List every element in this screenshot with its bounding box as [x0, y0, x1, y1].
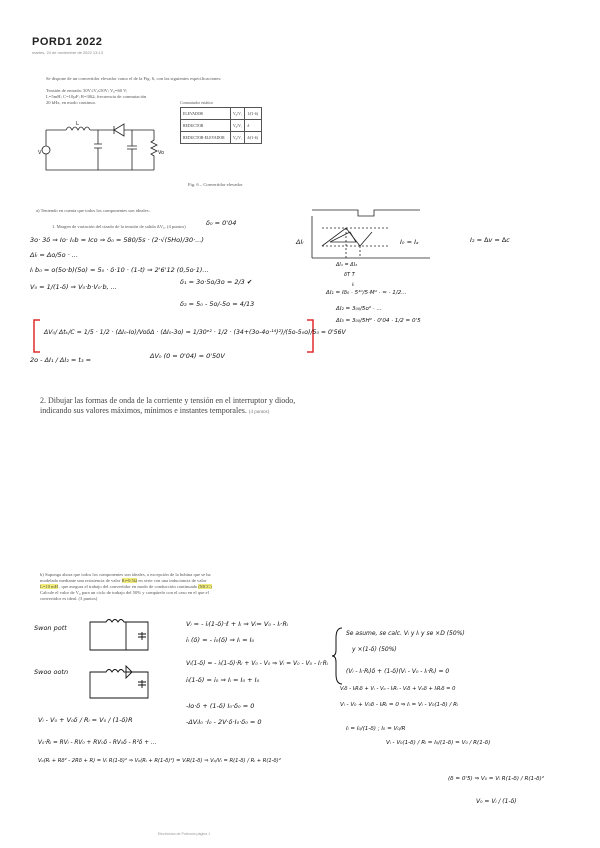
hw-line: 3o· 3δ ⇒ Io· I₀b ≈ Ico ⇒ δ₀ = 580/5s · (2·√(5Ho)/30·...)	[30, 236, 204, 244]
part-b-line: convertidor es ideal. (3 puntos)	[40, 596, 98, 601]
hw-eq: (Vₗ - Iₗ·Rₗ)δ + (1-δ)(Vₗ - V₀ - Iₗ·Rₗ) = 0	[346, 668, 450, 675]
hw-eq: -ΔVₗI₀ ·I₀ - 2V·δ·I₀·δ₀ = 0	[186, 718, 262, 726]
page-meta: martes, 24 de noviembre de 2022 13:13	[32, 50, 103, 55]
hw-line: ΔI₁ = Iδ₀ · 5¹⁰/5·M¹ · ≈ · 1/2...	[326, 290, 407, 296]
part-a-q1: 1. Margen de variación del rizado de la tensión de salida ΔV₀. (4 puntos)	[52, 224, 186, 229]
hw-eq: Vₗ - V₀(1-δ) / Rₗ = I₀/(1-δ) = V₀ / R(1-δ)	[386, 740, 491, 746]
hw-line: ΔI₃ = 3₀₀/5H⁰ · 0'04 · 1/2 = 0'5	[336, 318, 421, 324]
waveform-graph	[300, 206, 440, 266]
table-cell: δ	[245, 120, 262, 132]
q2-text: 2. Dibujar las formas de onda de la corriente y tensión en el interruptor y diodo, indicando sus valores máximos, mínimos e instantes temporales.	[40, 396, 296, 415]
hw-line: Iₗ b₀ = o(5o·b)(5o) = 5₀ · δ·10 · (1-t) ⇒ 2'6'12 (0,5o·1)...	[30, 266, 209, 274]
hw-eq: -Io·δ + (1-δ) I₀·δ₀ = 0	[186, 702, 255, 710]
hw-switch-off: Swoo ootn	[34, 668, 69, 676]
figure-caption: Fig. 6 – Convertidor elevador	[188, 182, 243, 187]
table-cell: REDUCTOR-ELEVADOR	[181, 132, 231, 144]
part-a-heading: a) Teniendo en cuenta que todos los componentes son ideales:	[36, 208, 150, 213]
hw-line: Δiₗ = Δo/5o · ...	[30, 251, 79, 259]
hw-boxed-equation: ΔV₀/ Δtₖ/C = 1/5 · 1/2 · (ΔI₀-Io)/VoδΔ · (ΔI₀-3o) = 1/30ᵉ² · 1/2 · (34+(3o-4o·¹⁴)²)/(5o-5₀o)/5₀ = 0'56V	[44, 329, 346, 336]
hw-graph-label: I₂ = ∆v = ∆c	[470, 236, 510, 244]
hw-line: δ₁ = 3o·5o/3o = 2/3 ✔	[180, 278, 253, 286]
hw-line: ΔI₂ = 3₀₀/5o⁰ · ...	[336, 306, 382, 312]
hw-graph-label: ΔIₗ	[296, 238, 304, 246]
svg-text:V: V	[38, 150, 42, 156]
part-b-line: L=10 mH , que asegura el trabajo del convertidor en modo de conducción continuado (MCC)	[40, 584, 212, 589]
hw-eq: Vₗ - V₀ + V₀δ - IₗRₗ = 0 ⇒ Iₗ = Vₗ - V₀(1-δ) / Rₗ	[340, 702, 458, 708]
part-b-line: modelado mediante una resistencia de valor Rₗ=0.5Ω en serie con una inductancia de valor	[40, 578, 207, 583]
part-b-line: b) Suponga ahora que todos los componentes son ideales, a excepción de la bobina que se ha	[40, 572, 211, 577]
spec-line: L=5mH; C=10µF; R=30Ω, frecuencia de conmutación	[46, 94, 147, 99]
hw-eq: Vₗ(1-δ) = - iₗ(1-δ)·Rₗ + V₀ - V₀ ⇒ Vₗ = V₀ - V₀ - Iₗ·Rₗ	[186, 660, 328, 667]
table-cell: δ/(1-δ)	[245, 132, 262, 144]
table-cell: V₀/Vᵢ	[230, 108, 244, 120]
highlight-rl: Rₗ=0.5Ω	[121, 578, 138, 583]
spec-line: 20 kHz, en modo continuo.	[46, 100, 97, 105]
hw-eq: Iₗ = I₀/(1-δ) ; I₀ = V₀/R	[346, 726, 406, 732]
table-cell: 1/(1-δ)	[245, 108, 262, 120]
highlight-mcc: (MCC)	[198, 584, 212, 589]
hw-graph-label: iₗ	[352, 282, 355, 288]
hw-graph-label: I₀ = Iₐ	[400, 238, 419, 246]
hw-graph-label: δT T	[344, 272, 355, 278]
brace	[334, 626, 344, 686]
table-cell: REDUCTOR	[181, 120, 231, 132]
hw-line: 2o - ΔI₁ / ΔI₂ = t₃ =	[30, 356, 92, 364]
hw-switch-on: Swon pott	[34, 624, 67, 632]
part-b-text	[40, 572, 340, 602]
svg-text:L: L	[76, 121, 79, 127]
spec-line: Tensión de entrada: 30V≤Vᵢ≤50V; V₀=60 V;	[46, 88, 128, 93]
part-b-line: Calcule el valor de V₀ para un ciclo de trabajo del 50% y compárelo con el caso en el que el	[40, 590, 209, 595]
page-footer: Electrónica de Potencia página 1	[157, 832, 211, 836]
page-title: PORD1 2022	[32, 36, 103, 48]
problem-intro: Se dispone de un convertidor elevador como el de la Fig. 6, con las siguientes especificaciones:	[46, 76, 222, 81]
hw-line: δ₀ = 0'04	[206, 219, 237, 227]
table-cell: V₀/Vᵢ	[230, 132, 244, 144]
hw-eq: V₀ = Vₗ / (1-δ)	[476, 798, 517, 805]
q2-points: (4 puntos)	[248, 410, 270, 415]
table-title: Conmutador estático	[180, 100, 214, 105]
hw-graph-label: ΔI₁ = ΔI₂	[336, 262, 358, 268]
hw-line: δ₂ = 5₀ - 5o/-5o = 4/13	[180, 300, 255, 308]
hand-circuits	[86, 614, 181, 704]
hw-line: V₀ = 1/(1-δ) ⇒ V₀·b·V₀·b, ...	[30, 283, 117, 291]
hw-eq: iₗ (δ) = - i₀(δ) ⇒ Iₗ = I₀	[186, 636, 255, 644]
table-cell: ELEVADOR	[181, 108, 231, 120]
hw-eq: Vₗδ - IₗRₗδ + Vₗ - V₀ - IₗRₗ - Vₗδ + V₀δ + IₗRₗδ = 0	[340, 686, 456, 692]
hw-eq: Se asume, se calc. Vₗ y Iₗ y se ×D (50%)	[346, 630, 465, 637]
highlight-l: L=10 mH	[40, 584, 59, 589]
table-cell: V₀/Vᵢ	[230, 120, 244, 132]
hw-line: ΔV₀ (0 = 0'04) = 0'50V	[150, 352, 225, 360]
hw-eq: V₀(Rₗ + Rδ² - 2Rδ + R) = Vₗ R(1-δ)² ⇒ V₀(Rₗ + R(1-δ)²) = VₗR(1-δ) ⇒ V₀/Vₗ = R(1-δ) / Rₗ + R(1-δ)²	[38, 758, 281, 764]
hw-eq: Vₗ = - iₗ(1-δ)·ℓ + Iₗ ⇒ Vₗ= V₀ - Iₗ·Rₗ	[186, 620, 289, 628]
hw-eq: Vₗ - V₀ + V₀δ / Rₗ = V₀ / (1-δ)R	[38, 716, 133, 724]
part-a-q2	[40, 396, 320, 418]
svg-text:Vo: Vo	[158, 150, 165, 156]
hw-eq: iₗ(1-δ) = i₀ ⇒ Iₗ = I₀ + I₀	[186, 676, 260, 684]
hw-eq: (δ = 0'5) ⇒ V₀ = Vₗ R(1-δ) / R(1-δ)²	[448, 776, 544, 782]
hw-eq: V₀·Rₗ = RVₗ - RV₀ + RV₀δ - RV₀δ - R²δ + ...	[38, 740, 157, 746]
hw-eq: y ×(1-δ) (50%)	[352, 646, 397, 653]
